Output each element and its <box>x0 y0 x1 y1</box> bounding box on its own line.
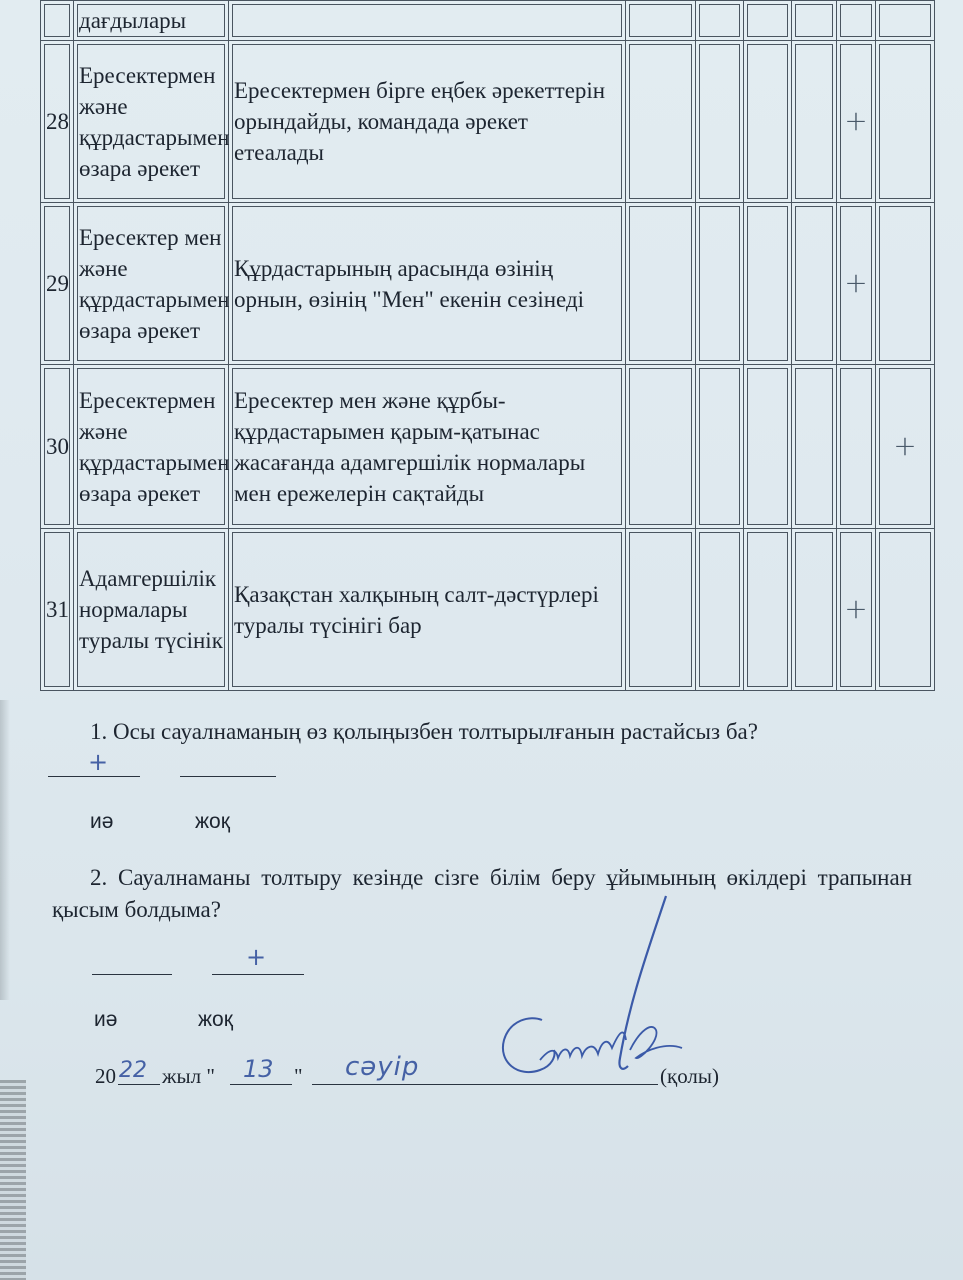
skill-cell: Ересектер мен және құрдастарымен өзара әрекет <box>74 203 229 365</box>
mark-cell <box>837 203 876 365</box>
table-row-partial <box>41 1 935 41</box>
signature-stroke-tail <box>630 1027 682 1058</box>
date-close-quote: " <box>294 1064 303 1088</box>
checkmark-plus: + <box>893 429 917 462</box>
mark-cell <box>837 41 876 203</box>
scan-edge-shadow <box>0 1080 26 1280</box>
row-number: 31 <box>41 529 74 691</box>
date-year-prefix: 20 <box>95 1064 116 1088</box>
q1-yes-blank <box>48 776 140 777</box>
skill-cell: Адамгершілік нормалары туралы түсінік <box>74 529 229 691</box>
table-row <box>41 365 935 529</box>
signature-label: (қолы) <box>660 1064 720 1088</box>
q1-yes-label: иә <box>90 810 114 833</box>
row-number: 30 <box>41 365 74 529</box>
day-blank <box>230 1084 292 1085</box>
description-cell: Ересектер мен және құрбы-құрдастарымен қарым-қатынас жасағанда адамгершілік нормалары мен ережелерін сақтайды <box>229 365 626 529</box>
signature-stroke-loop <box>503 1018 555 1072</box>
description-cell: Құрдастарының арасында өзінің орнын, өзінің "Мен" екенін сезінеді <box>229 203 626 365</box>
signature-stroke-main <box>619 896 666 1069</box>
question-2-text: 2. Сауалнаманы толтыру кезінде сізге білім беру ұйымының өкілдері трапынан қысым болдыма? <box>52 865 912 922</box>
skill-cell: Ересектермен және құрдастарымен өзара әрекет <box>74 365 229 529</box>
q2-yes-blank <box>92 974 172 975</box>
q2-no-blank <box>212 974 304 975</box>
handwritten-signature <box>470 890 700 1090</box>
q2-no-handwritten-mark: + <box>246 943 267 971</box>
signature-stroke-body <box>540 1032 626 1060</box>
question-1-text: 1. Осы сауалнаманың өз қолыңызбен толтырылғанын растайсыз ба? <box>90 719 758 744</box>
mark-cell <box>876 365 935 529</box>
table-row <box>41 529 935 691</box>
checkmark-plus: + <box>844 592 868 625</box>
mark-cell <box>837 529 876 691</box>
date-year-word: жыл " <box>162 1064 215 1088</box>
skill-cell: Ересектермен және құрдастарымен өзара әрекет <box>74 41 229 203</box>
checkmark-plus: + <box>844 266 868 299</box>
assessment-table <box>40 0 935 691</box>
q2-no-label: жоқ <box>198 1008 233 1031</box>
row-number: 29 <box>41 203 74 365</box>
q1-no-label: жоқ <box>195 810 230 833</box>
date-year-handwritten: 22 <box>119 1058 147 1083</box>
table-row <box>41 41 935 203</box>
skill-cell: дағдылары <box>74 1 229 41</box>
scan-edge-gradient <box>0 700 10 1000</box>
q1-no-blank <box>180 776 276 777</box>
date-day-handwritten: 13 <box>243 1055 274 1083</box>
row-number-cell <box>41 1 74 41</box>
q2-yes-label: иә <box>94 1008 118 1031</box>
date-month-handwritten: сәуір <box>345 1052 420 1082</box>
description-cell: Ересектермен бірге еңбек әрекеттерін орындайды, командада әрекет етеалады <box>229 41 626 203</box>
checkmark-plus: + <box>844 104 868 137</box>
description-cell: Қазақстан халқының салт-дәстүрлері туралы түсінігі бар <box>229 529 626 691</box>
year-blank <box>118 1084 160 1085</box>
q1-yes-handwritten-mark: + <box>88 748 109 776</box>
row-number: 28 <box>41 41 74 203</box>
table-row <box>41 203 935 365</box>
